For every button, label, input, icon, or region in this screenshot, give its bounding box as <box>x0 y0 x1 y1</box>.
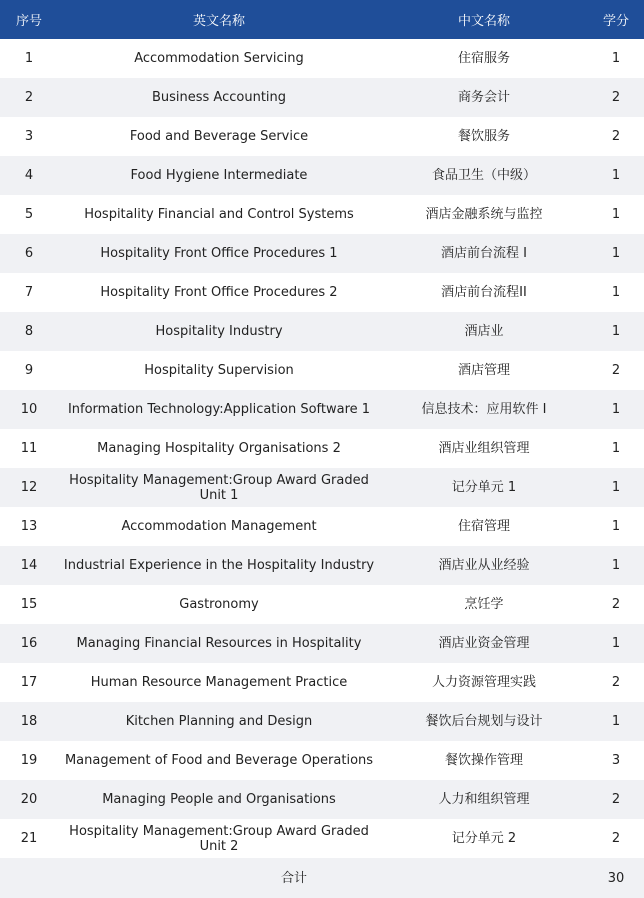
table-row <box>0 585 644 624</box>
cell-seq: 20 <box>20 792 38 807</box>
table-row <box>0 39 644 78</box>
cell-seq: 6 <box>24 246 34 261</box>
cell-chinese-name: 人力资源管理实践 <box>431 675 536 690</box>
cell-seq: 17 <box>20 675 38 690</box>
cell-seq: 14 <box>20 558 38 573</box>
cell-chinese-name: 餐饮服务 <box>457 129 510 144</box>
table-row <box>0 390 644 429</box>
cell-chinese-name: 记分单元 1 <box>451 480 517 495</box>
cell-credit: 2 <box>611 129 621 144</box>
cell-english-name: Information Technology:Application Software 1 <box>67 402 371 417</box>
cell-credit: 2 <box>611 792 621 807</box>
total-credit: 30 <box>607 870 625 886</box>
cell-credit: 2 <box>611 675 621 690</box>
table-row <box>0 351 644 390</box>
table-row <box>0 234 644 273</box>
cell-credit: 1 <box>611 168 621 183</box>
cell-english-name: Accommodation Servicing <box>134 51 304 66</box>
cell-english-name: Hospitality Financial and Control Systems <box>84 207 354 222</box>
table-row <box>0 546 644 585</box>
cell-credit: 1 <box>611 558 621 573</box>
cell-seq: 1 <box>24 51 34 66</box>
table-row <box>0 468 644 507</box>
cell-chinese-name: 记分单元 2 <box>451 831 517 846</box>
cell-seq: 16 <box>20 636 38 651</box>
cell-english-name: Business Accounting <box>151 90 287 105</box>
cell-chinese-name: 餐饮操作管理 <box>444 753 523 768</box>
cell-seq: 10 <box>20 402 38 417</box>
cell-english-name: Food and Beverage Service <box>129 129 309 144</box>
total-row <box>0 858 644 898</box>
cell-english-name: Gastronomy <box>179 597 259 612</box>
table-row <box>0 195 644 234</box>
cell-seq: 9 <box>24 363 34 378</box>
cell-credit: 1 <box>611 285 621 300</box>
cell-seq: 12 <box>20 480 38 495</box>
cell-chinese-name: 商务会计 <box>457 90 510 105</box>
cell-seq: 11 <box>20 441 38 456</box>
cell-english-name: Hospitality Front Office Procedures 2 <box>100 285 338 300</box>
table-row <box>0 78 644 117</box>
cell-chinese-name: 住宿服务 <box>457 51 510 66</box>
cell-english-name: Hospitality Industry <box>155 324 283 339</box>
cell-english-name: Accommodation Management <box>121 519 317 534</box>
cell-seq: 4 <box>24 168 34 183</box>
cell-seq: 15 <box>20 597 38 612</box>
table-row <box>0 507 644 546</box>
cell-credit: 3 <box>611 753 621 768</box>
cell-seq: 18 <box>20 714 38 729</box>
cell-credit: 1 <box>611 207 621 222</box>
cell-credit: 1 <box>611 324 621 339</box>
cell-credit: 1 <box>611 636 621 651</box>
cell-credit: 2 <box>611 363 621 378</box>
cell-credit: 2 <box>611 90 621 105</box>
cell-seq: 3 <box>24 129 34 144</box>
cell-english-name: Human Resource Management Practice <box>90 675 348 690</box>
table-row <box>0 819 644 858</box>
table-header <box>0 0 644 39</box>
cell-english-name: Hospitality Front Office Procedures 1 <box>100 246 338 261</box>
header-seq: 序号 <box>15 14 42 29</box>
table-row <box>0 429 644 468</box>
header-chinese-name: 中文名称 <box>457 14 510 29</box>
cell-english-name: Hospitality Management:Group Award Graded Unit 2 <box>69 823 369 854</box>
cell-chinese-name: 酒店业从业经验 <box>438 558 530 573</box>
cell-seq: 2 <box>24 90 34 105</box>
cell-english-name: Industrial Experience in the Hospitality Industry <box>63 558 375 573</box>
header-english-name: 英文名称 <box>192 14 245 29</box>
table-row <box>0 312 644 351</box>
cell-seq: 19 <box>20 753 38 768</box>
cell-seq: 5 <box>24 207 34 222</box>
cell-credit: 1 <box>611 441 621 456</box>
cell-chinese-name: 餐饮后台规划与设计 <box>425 714 543 729</box>
cell-chinese-name: 烹饪学 <box>464 597 504 612</box>
cell-seq: 13 <box>20 519 38 534</box>
cell-english-name: Kitchen Planning and Design <box>125 714 313 729</box>
table-row <box>0 117 644 156</box>
cell-english-name: Managing People and Organisations <box>102 792 336 807</box>
table-row <box>0 780 644 819</box>
cell-english-name: Management of Food and Beverage Operations <box>64 753 374 768</box>
header-row <box>0 0 644 39</box>
cell-chinese-name: 住宿管理 <box>457 519 510 534</box>
table-footer <box>0 858 644 898</box>
cell-english-name: Hospitality Supervision <box>144 363 294 378</box>
cell-credit: 1 <box>611 246 621 261</box>
table-row <box>0 741 644 780</box>
header-credit: 学分 <box>602 14 629 29</box>
table-row <box>0 624 644 663</box>
cell-chinese-name: 酒店业 <box>464 324 504 339</box>
cell-english-name: Managing Hospitality Organisations 2 <box>97 441 341 456</box>
cell-seq: 21 <box>20 831 38 846</box>
table-row <box>0 663 644 702</box>
cell-credit: 2 <box>611 597 621 612</box>
cell-english-name: Hospitality Management:Group Award Graded Unit 1 <box>69 472 369 503</box>
cell-credit: 1 <box>611 402 621 417</box>
cell-seq: 7 <box>24 285 34 300</box>
cell-chinese-name: 酒店业组织管理 <box>438 441 530 456</box>
cell-chinese-name: 酒店金融系统与监控 <box>425 207 543 222</box>
cell-credit: 1 <box>611 480 621 495</box>
cell-chinese-name: 酒店管理 <box>457 363 510 378</box>
cell-chinese-name: 酒店业资金管理 <box>438 636 530 651</box>
cell-credit: 2 <box>611 831 621 846</box>
cell-chinese-name: 酒店前台流程II <box>441 285 527 300</box>
cell-chinese-name: 人力和组织管理 <box>438 792 530 807</box>
cell-english-name: Food Hygiene Intermediate <box>130 168 308 183</box>
cell-chinese-name: 食品卫生（中级） <box>431 168 536 183</box>
cell-credit: 1 <box>611 519 621 534</box>
table-row <box>0 156 644 195</box>
total-label: 合计 <box>280 870 307 886</box>
cell-credit: 1 <box>611 51 621 66</box>
table-body <box>0 39 644 858</box>
cell-seq: 8 <box>24 324 34 339</box>
table-row <box>0 273 644 312</box>
cell-chinese-name: 信息技术：应用软件 I <box>421 402 547 417</box>
cell-english-name: Managing Financial Resources in Hospitality <box>76 636 362 651</box>
cell-credit: 1 <box>611 714 621 729</box>
table-row <box>0 702 644 741</box>
cell-chinese-name: 酒店前台流程 I <box>441 246 527 261</box>
